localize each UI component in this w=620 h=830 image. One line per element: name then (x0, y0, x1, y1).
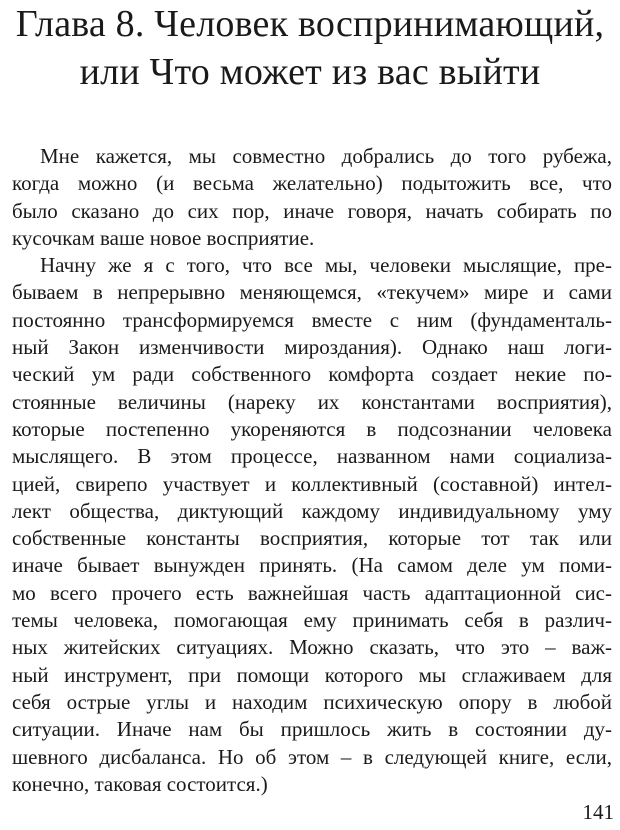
text-line: стоянные величины (нареку их константами восприятия), (12, 389, 612, 414)
text-line: бываем в непрерывно меняющемся, «текучем» мире и сами (12, 280, 612, 305)
text-line: ситуации. Иначе нам бы пришлось жить в состоянии ду- (12, 717, 612, 742)
text-line: было сказано до сих пор, иначе говоря, начать собирать по (12, 198, 612, 223)
text-line: ный инструмент, при помощи которого мы сглаживаем для (12, 662, 612, 687)
chapter-title (0, 0, 620, 96)
text-line: которые постепенно укореняются в подсознании человека (12, 416, 612, 441)
text-line: мо всего прочего есть важнейшая часть адаптационной сис- (12, 580, 612, 605)
text-line: постоянно трансформируемся вместе с ним (фундаменталь- (12, 307, 612, 332)
paragraph (12, 143, 612, 252)
page-number: 141 (582, 800, 614, 824)
text-line: ческий ум ради собственного комфорта создает некие по- (12, 362, 612, 387)
text-line: конечно, таковая состоится.) (12, 771, 268, 796)
text-line: ный Закон изменчивости мироздания). Однако наш логи- (12, 335, 612, 360)
text-line: собственные константы восприятия, которые тот так или (12, 526, 612, 551)
text-line: шевного дисбаланса. Но об этом – в следующей книге, если, (12, 744, 612, 769)
text-line: когда можно (и весьма желательно) подытожить все, что (12, 171, 612, 196)
text-line: Мне кажется, мы совместно добрались до того рубежа, (40, 144, 612, 168)
chapter-body (12, 143, 612, 798)
text-line: кусочкам ваше новое восприятие. (12, 225, 315, 250)
text-line: иначе бывает вынужден принять. (На самом деле ум поми- (12, 553, 612, 578)
text-line: лект общества, диктующий каждому индивидуальному уму (12, 498, 612, 523)
text-line: темы человека, помогающая ему принимать себя в различ- (12, 608, 612, 633)
text-line: мыслящего. В этом процессе, названном нами социализа- (12, 444, 612, 469)
text-line: ных житейских ситуациях. Можно сказать, что это – важ- (12, 635, 612, 660)
text-line: цией, свирепо участвует и коллективный (составной) интел- (12, 471, 612, 496)
text-line: себя острые углы и находим психическую опору в любой (12, 689, 612, 714)
chapter-title-line: или Что может из вас выйти (79, 51, 541, 93)
chapter-title-line: Глава 8. Человек воспринимающий, (15, 3, 605, 45)
text-line: Начну же я с того, что все мы, человеки мыслящие, пре- (40, 253, 612, 278)
paragraph (12, 252, 612, 798)
